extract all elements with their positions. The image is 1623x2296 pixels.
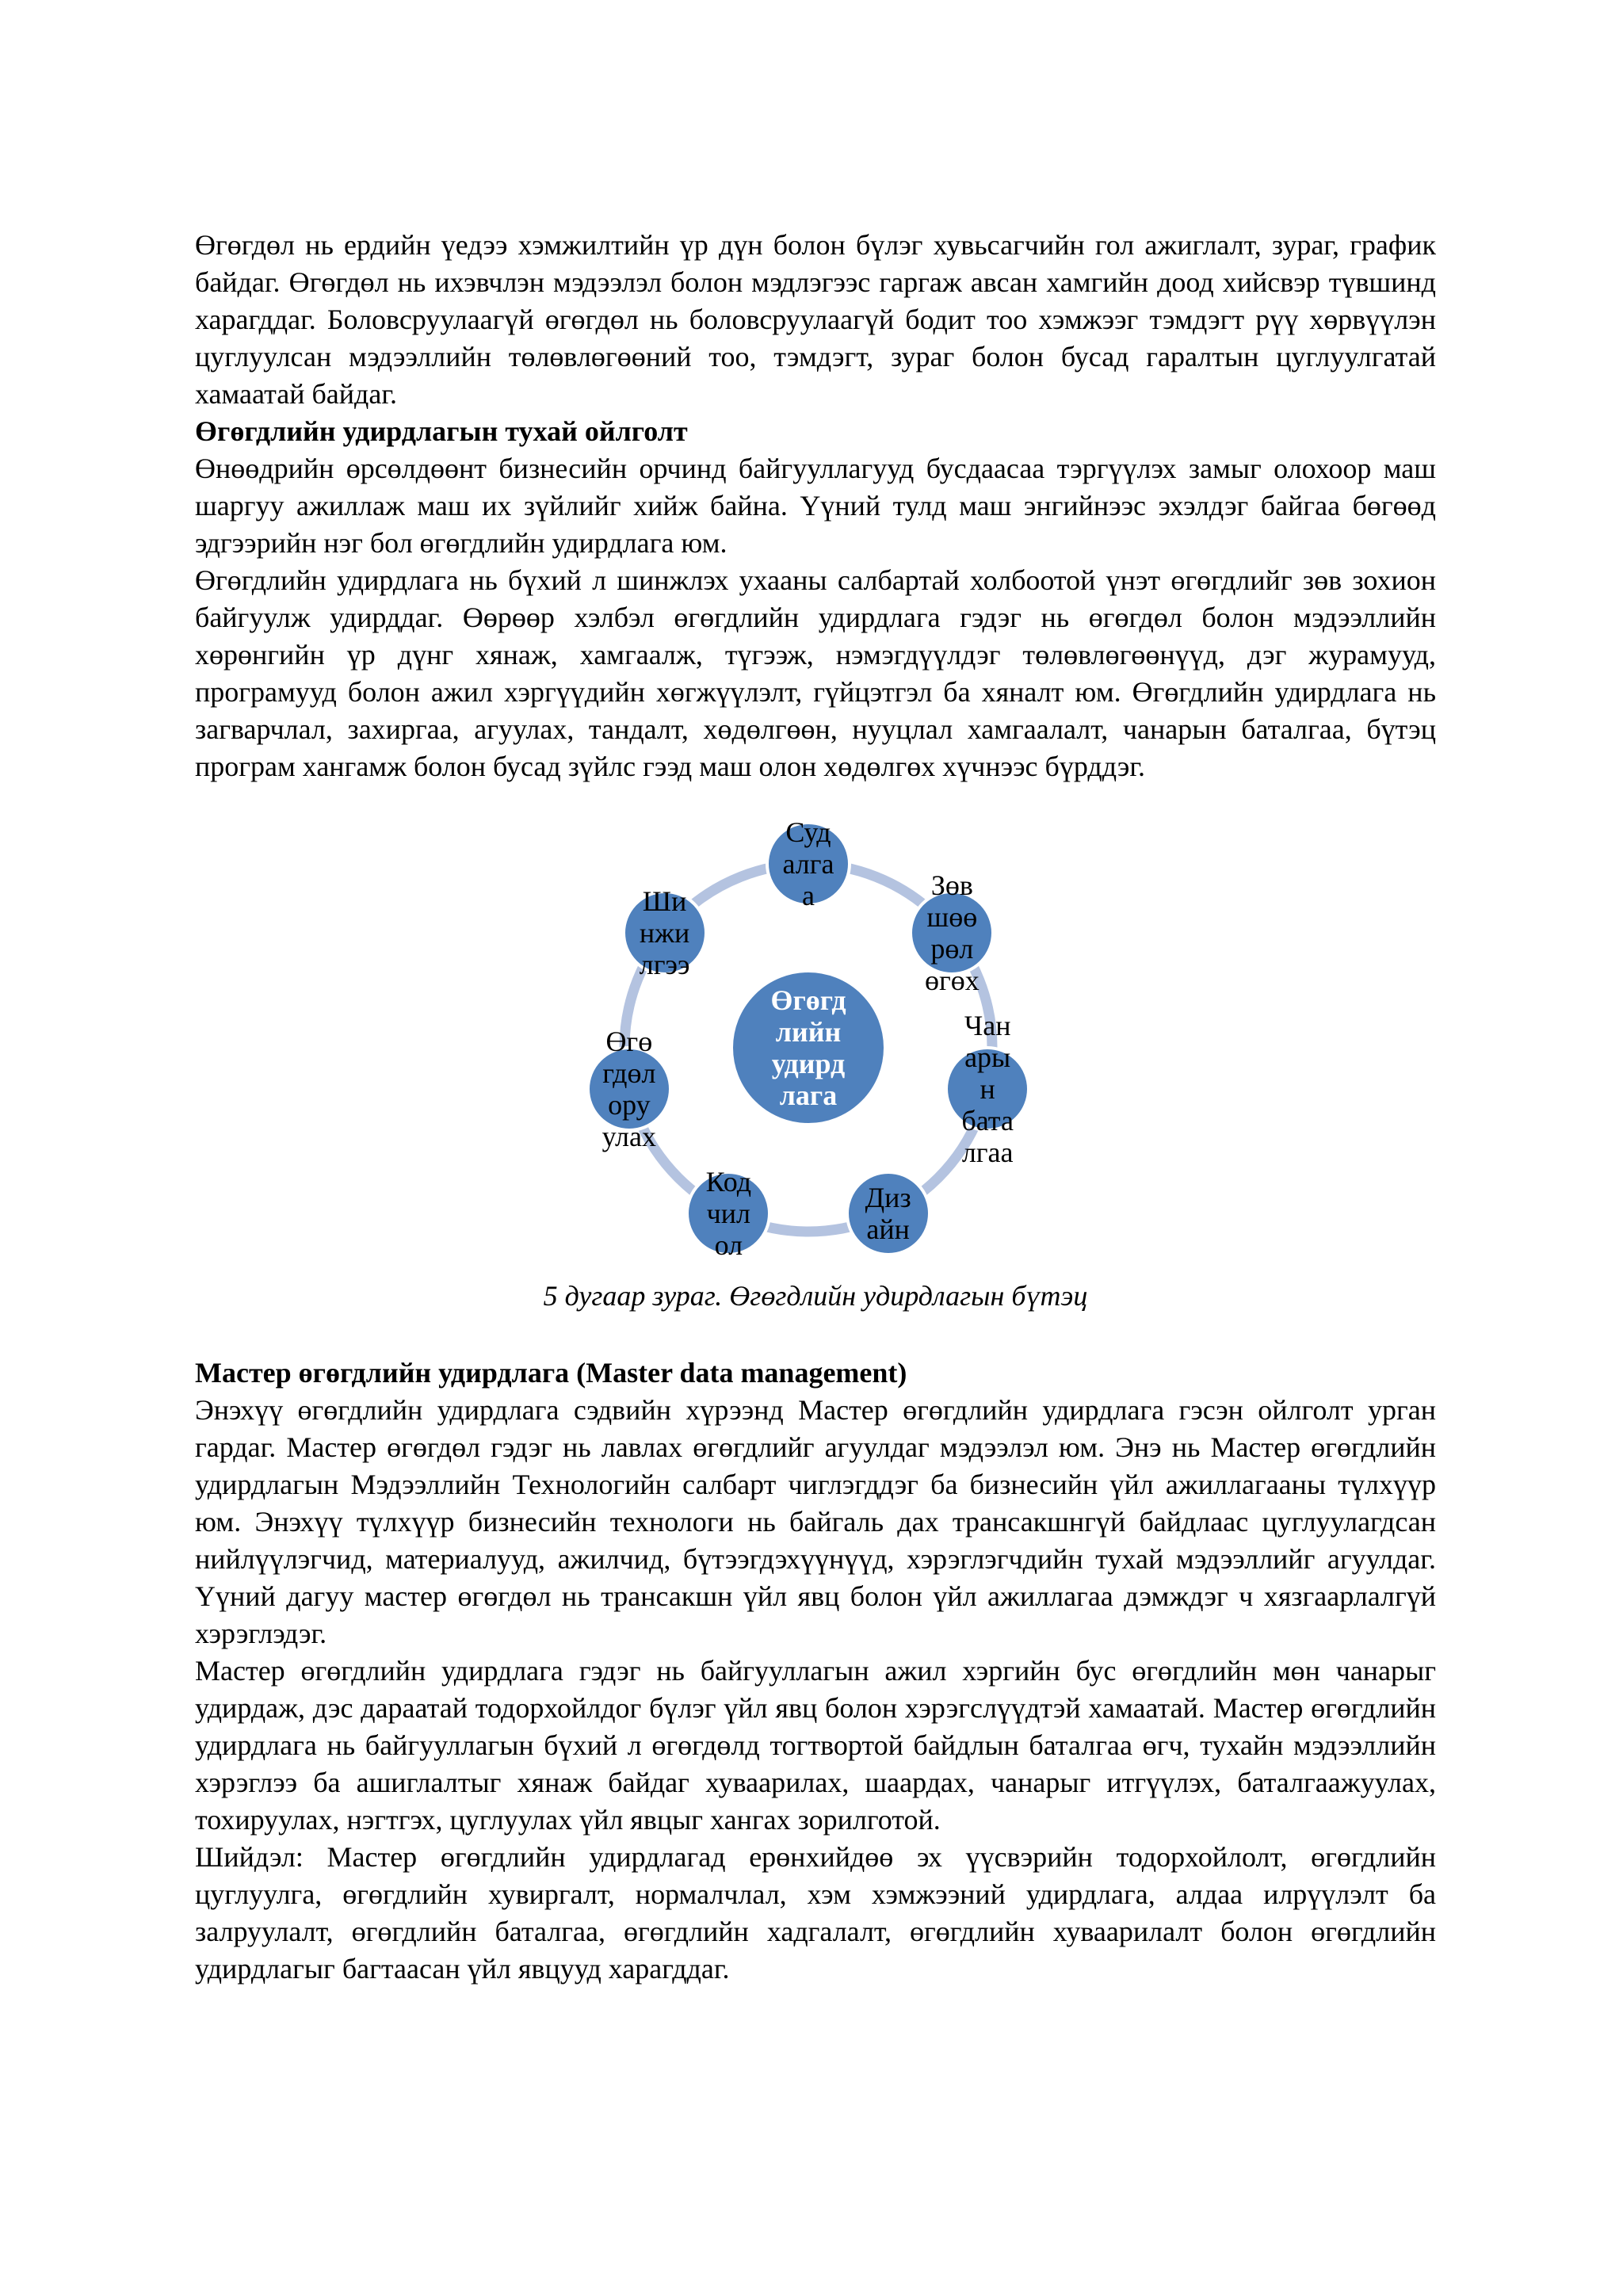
center-node-label: Өгөгд лийн удирд лага (770, 984, 846, 1111)
figure-caption: 5 дугаар зураг. Өгөгдлийн удирдлагын бүтэц (543, 1280, 1088, 1312)
center-node (731, 970, 886, 1125)
cycle-node-label: Диз айн (865, 1182, 911, 1246)
cycle-node-label: Код чил ол (705, 1166, 752, 1262)
cycle-node-label: Суд алга а (782, 816, 834, 911)
bottom-text-block (195, 1354, 1436, 1988)
body-paragraph: Өгөгдлийн удирдлага нь бүхий л шинжлэх ухааны салбартай холбоотой үнэт өгөгдлийг зөв зохион байгуулж удирддаг. Өөрөөр хэлбэл өгөгдлийн удирдлага гэдэг нь өгөгдөл болон мэдээллийн хөрөнгийн үр дүнг хянаж, хамгаалж, түгээж, нэмэгдүүлдэг төлөвлөгөөнүүд, дэг журамууд, програмууд болон ажил хэргүүдийн хөгжүүлэлт, гүйцэтгэл ба хяналт юм. Өгөгдлийн удирдлага нь загварчлал, захиргаа, агуулах, тандалт, хөдөлгөөн, нууцлал хамгаалалт, чанарын баталгаа, бүтэц програм хангамж болон бусад зүйлс гээд маш олон хөдөлгөх хүчнээс бүрддэг. (195, 564, 1436, 782)
cycle-node-data-input (586, 1025, 672, 1152)
cycle-node-research (766, 816, 851, 911)
body-paragraph: Шийдэл: Мастер өгөгдлийн удирдлагад ерөнхийдөө эх үүсвэрийн тодорхойлолт, өгөгдлийн цуглуулга, өгөгдлийн хувиргалт, нормалчлал, хэм хэмжээний удирдлага, алдаа илрүүлэлт ба залруулалт, өгөгдлийн баталгаа, өгөгдлийн хадгалалт, өгөгдлийн хуваарилалт болон өгөгдлийн удирдлагыг багтаасан үйл явцууд харагддаг. (195, 1841, 1436, 1985)
cycle-node-label: Зөв шөө рөл өгөх (924, 869, 980, 997)
data-management-cycle-diagram (601, 816, 1014, 1276)
body-paragraph: Мастер өгөгдлийн удирдлага гэдэг нь байгууллагын ажил хэргийн бус өгөгдлийн мөн чанарыг удирдаж, дэс дараатай тодорхойлдог бүлэг үйл явц болон хэрэгслүүдтэй хамаатай. Мастер өгөгдлийн удирдлага нь байгууллагын бүхий л өгөгдөлд тогтвортой байдлын баталгаа өгч, тухайн мэдээллийн хэрэглээ ба ашиглалтыг хянаж байдаг хуваарилах, шаардах, чанарыг итгүүлэх, баталгаажуулах, тохируулах, нэгтгэх, цуглуулах үйл явцыг хангах зорилготой. (195, 1655, 1436, 1836)
cycle-node-analysis (622, 885, 708, 981)
cycle-node-coding (685, 1166, 771, 1262)
cycle-node-approval (909, 869, 995, 997)
cycle-node-design (846, 1171, 931, 1256)
cycle-node-label: Чан ары н бата лгаа (961, 1009, 1014, 1168)
cycle-node-label: Өгө гдөл ору улах (601, 1025, 657, 1152)
body-paragraph: Энэхүү өгөгдлийн удирдлага сэдвийн хүрээнд Мастер өгөгдлийн удирдлага гэсэн ойлголт урган гардаг. Мастер өгөгдөл гэдэг нь лавлах өгөгдлийг агуулдаг мэдээлэл юм. Энэ нь Мастер өгөгдлийн удирдлагын Мэдээллийн Технологийн салбарт чиглэгддэг ба бизнесийн үйл ажиллагааны түлхүүр юм. Энэхүү түлхүүр бизнесийн технологи нь байгаль дах трансакшнгүй байдлаас цуглуулагдсан нийлүүлэгчид, материалууд, ажилчид, бүтээгдэхүүнүүд, хэрэглэгчдийн тухай мэдээллийг агуулдаг. Үүний дагуу мастер өгөгдөл нь трансакшн үйл явц болон үйл ажиллагаа дэмждэг ч хязгаарлалгүй хэрэглэдэг. (195, 1394, 1436, 1649)
intro-paragraph: Өгөгдөл нь ердийн үедээ хэмжилтийн үр дүн болон бүлэг хувьсагчийн гол ажиглалт, зураг, график байдаг. Өгөгдөл нь ихэвчлэн мэдээлэл болон мэдлэгээс гаргаж авсан хамгийн доод хийсвэр түвшинд харагддаг. Боловсруулаагүй өгөгдөл нь боловсруулаагүй бодит тоо хэмжээг тэмдэгт рүү хөрвүүлэн цуглуулсан мэдээллийн төлөвлөгөөний тоо, тэмдэгт, зураг болон бусад гаралтын цуглуулгатай хамаатай байдаг. (195, 229, 1436, 410)
top-text-block (195, 227, 1436, 785)
section-heading-master-data: Мастер өгөгдлийн удирдлага (Master data management) (195, 1357, 907, 1389)
body-paragraph: Өнөөдрийн өрсөлдөөнт бизнесийн орчинд байгууллагууд бусдаасаа тэргүүлэх замыг олохоор маш шаргуу ажиллаж маш их зүйлийг хийж байна. Үүний тулд маш энгийнээс эхэлдэг байгаа бөгөөд эдгээрийн нэг бол өгөгдлийн удирдлага юм. (195, 453, 1436, 559)
cycle-node-label: Ши нжи лгээ (639, 885, 690, 981)
section-heading-data-management: Өгөгдлийн удирдлагын тухай ойлголт (195, 415, 688, 447)
cycle-node-quality-assurance (945, 1009, 1030, 1168)
